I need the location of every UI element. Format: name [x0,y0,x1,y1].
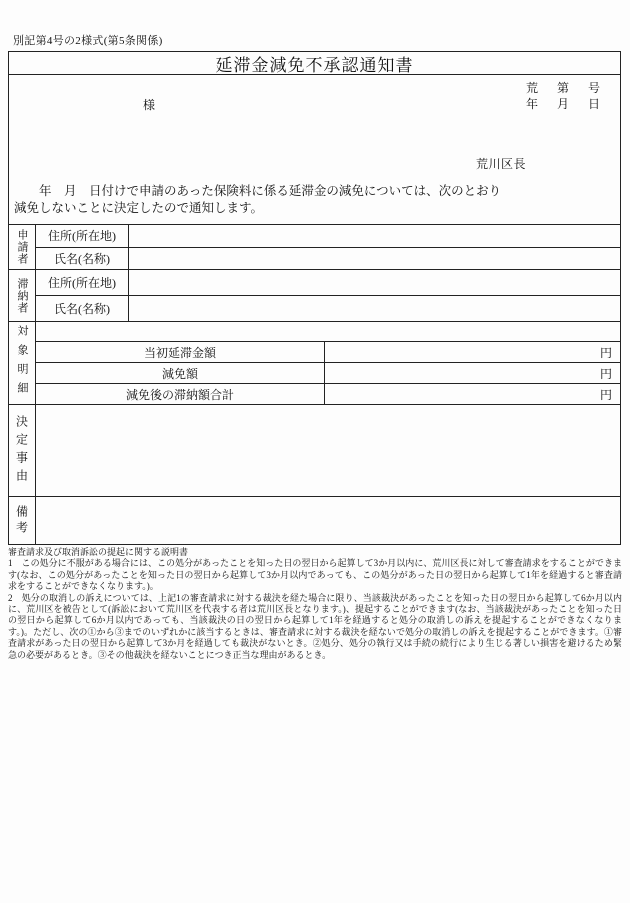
applicant-address-value [129,225,620,247]
delinquent-name-row [36,295,620,321]
appeal-explanation [8,547,622,661]
delinquent-address-row [36,270,620,295]
details-reduction-row [36,362,620,383]
section-details [9,321,620,404]
details-reduction-value [325,363,620,383]
section-details-label: 対象明細 [16,325,28,401]
section-applicant [9,224,620,269]
section-reason [9,404,620,496]
details-initial-penalty-unit: 円 [599,345,612,360]
details-blank-row [36,322,620,341]
delinquent-name-value [129,296,620,321]
delinquent-address-value [129,270,620,295]
form-header [9,75,620,224]
section-reason-label: 決定事由 [14,414,29,487]
date-month-label: 月 [556,97,569,111]
section-reason-label-cell [9,405,36,496]
details-initial-penalty-label: 当初延滞金額 [36,342,325,362]
applicant-name-row [36,247,620,270]
section-delinquent [9,269,620,321]
issue-date-line [526,95,600,112]
details-total-after-row [36,383,620,404]
appeal-explanation-paragraph-1: 1 この処分に不服がある場合には、この処分があったことを知った日の翌日から起算して3か月以内に、荒川区長に対して審査請求をすることができます(なお、この処分があったことを知った日の翌日から起算して3か月以内であっても、この処分があった日の翌日から起算して1年を経過すると審査請求をすることができなくなります。)。 [8,558,622,592]
section-remarks-label: 備考 [14,504,29,537]
doc-number-go: 号 [587,81,600,95]
applicant-address-row [36,225,620,247]
form-reference-label: 別記第4号の2様式(第5条関係) [13,35,163,47]
delinquent-address-label: 住所(所在地) [36,270,129,295]
doc-number-dai: 第 [556,81,569,95]
issuer-name: 荒川区長 [476,157,527,171]
notice-body-line1: 年 月 日付けで申請のあった保険料に係る延滞金の減免については、次のとおり [14,184,502,198]
details-total-after-value [325,384,620,404]
details-total-after-unit: 円 [599,387,612,402]
section-details-label-cell [9,322,36,404]
document-title: 延滞金減免不承認通知書 [9,52,620,75]
section-remarks [9,496,620,544]
applicant-address-label: 住所(所在地) [36,225,129,247]
section-delinquent-label-cell [9,270,36,321]
section-remarks-label-cell [9,497,36,544]
notice-body-text [14,183,614,217]
date-day-label: 日 [587,97,600,111]
addressee-honorific: 様 [143,98,156,112]
notice-body-line2: 減免しないことに決定したので通知します。 [14,201,264,215]
notice-form [8,51,621,545]
appeal-explanation-title: 審査請求及び取消訴訟の提起に関する説明書 [8,547,189,557]
details-initial-penalty-value [325,342,620,362]
delinquent-name-label: 氏名(名称) [36,296,129,321]
details-reduction-unit: 円 [599,366,612,381]
document-number-line [526,79,600,96]
section-applicant-label: 申請者 [16,229,28,265]
details-reduction-label: 減免額 [36,363,325,383]
reason-value-cell [36,405,620,496]
section-applicant-label-cell [9,225,36,269]
doc-number-prefix: 荒 [526,81,539,95]
appeal-explanation-paragraph-2: 2 処分の取消しの訴えについては、上記1の審査請求に対する裁決を経た場合に限り、当該裁決があったことを知った日の翌日から起算して6か月以内に、荒川区を被告として(訴訟において荒川区を代表する者は荒川区長となります。)、提起することができます(なお、当該裁決があったことを知った日の翌日から起算して6か月以内であっても、当該裁決の日の翌日から起算して1年を経過すると処分の取消しの訴えを提起することができなくなります。)。ただし、次の①から③までのいずれかに該当するときは、審査請求に対する裁決を経ないで処分の取消しの訴えを提起することができます。①審査請求があった日の翌日から起算して3か月を経過しても裁決がないとき。②処分、処分の執行又は手続の続行により生じる著しい損害を避けるため緊急の必要があるとき。③その他裁決を経ないことにつき正当な理由があるとき。 [8,592,622,660]
remarks-value-cell [36,497,620,544]
section-delinquent-label: 滞納者 [16,277,28,314]
applicant-name-value [129,248,620,270]
applicant-name-label: 氏名(名称) [36,248,129,270]
details-initial-penalty-row [36,341,620,362]
details-total-after-label: 減免後の滞納額合計 [36,384,325,404]
date-year-label: 年 [526,97,539,111]
